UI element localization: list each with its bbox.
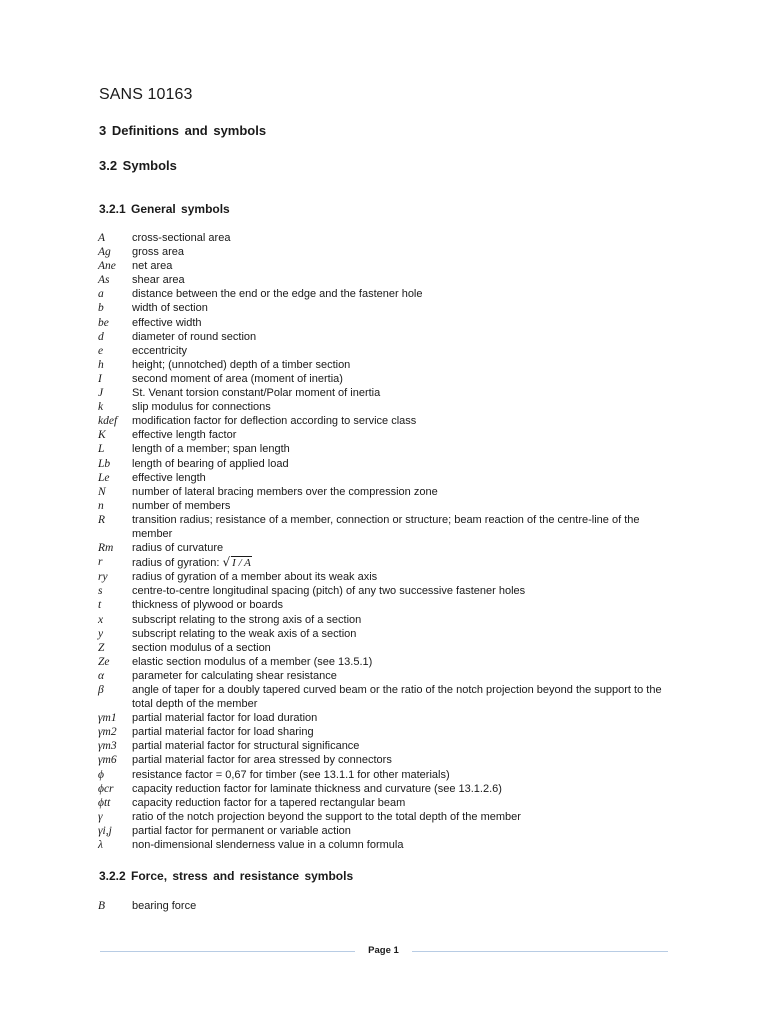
symbol-description	[132, 824, 672, 838]
symbol: k	[98, 401, 104, 414]
symbol: s	[98, 585, 103, 598]
symbol: ϕcr	[98, 782, 114, 795]
symbol-description	[132, 810, 672, 824]
symbol-description	[132, 400, 672, 414]
symbol-row	[0, 838, 768, 852]
symbol: L	[98, 443, 105, 456]
symbol-description	[132, 627, 672, 641]
symbol-row	[0, 641, 768, 655]
symbol-row	[0, 400, 768, 414]
symbol-row	[0, 782, 768, 796]
symbol-row	[0, 513, 768, 541]
symbol: γm1	[98, 712, 117, 725]
description-text: gross area	[132, 246, 184, 259]
symbol-description	[132, 259, 672, 273]
description-text: partial factor for permanent or variable action	[132, 824, 351, 837]
description-text: effective length	[132, 471, 206, 484]
description-text: length of a member; span length	[132, 443, 290, 456]
symbol-description	[132, 584, 672, 598]
symbol: λ	[98, 839, 103, 852]
description-text: subscript relating to the weak axis of a section	[132, 627, 357, 640]
symbol-row	[0, 570, 768, 584]
symbol-row	[0, 768, 768, 782]
description-text: cross-sectional area	[132, 232, 231, 244]
symbol: A	[98, 232, 106, 244]
symbol-description	[132, 386, 672, 400]
symbol-description	[132, 711, 672, 725]
symbol-description	[132, 899, 672, 913]
symbol: h	[98, 358, 104, 371]
symbol: ϕ	[98, 768, 104, 781]
description-text: height; (unnotched) depth of a timber section	[132, 358, 351, 371]
symbol-description	[132, 273, 672, 287]
description-text: number of members	[132, 499, 231, 512]
description-text: net area	[132, 260, 173, 273]
symbol: K	[98, 429, 106, 442]
symbol-row	[0, 414, 768, 428]
symbol-row	[0, 457, 768, 471]
symbol: b	[98, 302, 104, 315]
symbol-row	[0, 753, 768, 767]
symbol-row	[0, 316, 768, 330]
symbol-row	[0, 231, 768, 245]
description-text: radius of gyration of a member about its weak axis	[132, 571, 378, 584]
symbol: α	[98, 669, 105, 682]
symbol-row	[0, 287, 768, 301]
description-text: subscript relating to the strong axis of a section	[132, 613, 362, 626]
symbol-description	[132, 372, 672, 386]
symbol-description	[132, 613, 672, 627]
description-text: distance between the end or the edge and the fastener hole	[132, 288, 423, 301]
symbol-description	[132, 485, 672, 499]
symbol-row	[0, 810, 768, 824]
force-symbols-list	[0, 899, 768, 913]
symbol-description	[132, 641, 672, 655]
symbol-description	[132, 245, 672, 259]
symbol: d	[98, 330, 104, 343]
description-text: thickness of plywood or boards	[132, 599, 284, 612]
symbol-row	[0, 301, 768, 315]
description-text: radius of gyration:	[132, 557, 220, 570]
description-text: effective width	[132, 316, 202, 329]
symbol-description	[132, 316, 672, 330]
page-footer	[100, 944, 668, 958]
symbol-description	[132, 782, 672, 796]
description-text: angle of taper for a doubly tapered curved beam or the ratio of the notch projection beyond the support to the total depth of the member	[132, 684, 662, 711]
symbol: y	[98, 627, 104, 640]
symbol-description	[132, 598, 672, 612]
symbol-row	[0, 541, 768, 555]
description-text: partial material factor for area stressed by connectors	[132, 754, 392, 767]
symbol-row	[0, 259, 768, 273]
symbol-row	[0, 471, 768, 485]
symbol: e	[98, 344, 104, 357]
description-text: length of bearing of applied load	[132, 457, 289, 470]
description-text: shear area	[132, 274, 185, 287]
document-title: SANS 10163	[99, 86, 193, 103]
symbol: Le	[98, 471, 110, 484]
description-text: elastic section modulus of a member (see 13.5.1)	[132, 655, 373, 668]
description-text: non-dimensional slenderness value in a column formula	[132, 839, 404, 852]
symbol-row	[0, 485, 768, 499]
description-text: modification factor for deflection according to service class	[132, 415, 417, 428]
symbol: γm6	[98, 754, 117, 767]
symbol: N	[98, 485, 106, 498]
symbol-row	[0, 824, 768, 838]
description-text: number of lateral bracing members over the compression zone	[132, 485, 438, 498]
symbol: kdef	[98, 415, 118, 428]
description-text: eccentricity	[132, 344, 188, 357]
section-heading: 3 Definitions and symbols	[99, 123, 267, 138]
symbol-description	[132, 301, 672, 315]
square-root-sign: √	[222, 555, 231, 570]
symbol-description	[132, 513, 672, 541]
symbol-description	[132, 683, 672, 711]
description-text: effective length factor	[132, 429, 237, 442]
symbol: be	[98, 316, 109, 329]
symbol-row	[0, 655, 768, 669]
symbol: R	[98, 513, 106, 526]
symbol-row	[0, 499, 768, 513]
general-symbols-heading: 3.2.1 General symbols	[99, 202, 230, 216]
symbol: γm3	[98, 740, 117, 753]
symbol-description	[132, 442, 672, 456]
symbol-description	[132, 655, 672, 669]
symbol-description	[132, 499, 672, 513]
force-symbols-heading: 3.2.2 Force, stress and resistance symbols	[99, 869, 354, 883]
description-text: St. Venant torsion constant/Polar moment of inertia	[132, 387, 381, 400]
description-text: centre-to-centre longitudinal spacing (pitch) of any two successive fastener holes	[132, 585, 526, 598]
description-text: diameter of round section	[132, 330, 257, 343]
symbol-row	[0, 669, 768, 683]
description-text: partial material factor for load sharing	[132, 726, 314, 739]
footer-divider-left	[100, 951, 355, 952]
general-symbols-list	[0, 231, 768, 852]
symbol-description	[132, 330, 672, 344]
symbol: ϕtt	[98, 796, 111, 809]
symbol-row	[0, 598, 768, 612]
symbol-row	[0, 555, 768, 570]
symbol-row	[0, 613, 768, 627]
symbol-row	[0, 358, 768, 372]
symbol-row	[0, 330, 768, 344]
description-text: section modulus of a section	[132, 641, 271, 654]
symbol: γ	[98, 810, 103, 823]
symbol-row	[0, 442, 768, 456]
symbol: Ag	[98, 246, 111, 259]
gyration-formula: I / A	[232, 557, 251, 570]
symbol-description	[132, 457, 672, 471]
symbol-row	[0, 428, 768, 442]
description-text: radius of curvature	[132, 542, 224, 555]
description-text: slip modulus for connections	[132, 401, 271, 414]
symbol-description	[132, 414, 672, 428]
symbol-description	[132, 471, 672, 485]
description-text: resistance factor = 0,67 for timber (see 13.1.1 for other materials)	[132, 768, 450, 781]
symbol-row	[0, 725, 768, 739]
symbol-row	[0, 739, 768, 753]
symbol: Z	[98, 641, 105, 654]
description-text: width of section	[132, 302, 208, 315]
description-text: ratio of the notch projection beyond the support to the total depth of the member	[132, 810, 521, 823]
symbol: β	[98, 684, 104, 696]
symbol: I	[98, 372, 102, 385]
symbol-row	[0, 627, 768, 641]
symbol-description	[132, 287, 672, 301]
symbol: As	[98, 274, 110, 287]
symbol-description	[132, 838, 672, 852]
description-text: second moment of area (moment of inertia)	[132, 372, 343, 385]
symbol-row	[0, 796, 768, 810]
symbol-description	[132, 570, 672, 584]
page-number: Page 1	[368, 945, 399, 956]
description-text: parameter for calculating shear resistance	[132, 669, 337, 682]
symbol: t	[98, 599, 102, 612]
description-text: partial material factor for load duration	[132, 712, 318, 725]
symbol-description	[132, 344, 672, 358]
symbol-description	[132, 358, 672, 372]
description-text: partial material factor for structural significance	[132, 740, 360, 753]
description-text: capacity reduction factor for a tapered rectangular beam	[132, 796, 406, 809]
symbol: Rm	[98, 542, 114, 555]
symbol-description	[132, 739, 672, 753]
symbol-description	[132, 231, 672, 245]
symbol-description	[132, 796, 672, 810]
symbol: γm2	[98, 726, 117, 739]
symbol-row	[0, 584, 768, 598]
symbol-row	[0, 273, 768, 287]
symbol-description	[132, 555, 672, 570]
symbol-row	[0, 683, 768, 711]
symbol: a	[98, 288, 104, 301]
symbol-row	[0, 344, 768, 358]
symbol-row	[0, 245, 768, 259]
symbol: Ze	[98, 655, 110, 668]
symbol: Ane	[98, 260, 116, 273]
symbol: ry	[98, 571, 108, 584]
symbol-row	[0, 386, 768, 400]
symbol-description	[132, 669, 672, 683]
symbol: Lb	[98, 457, 111, 470]
symbol-row	[0, 372, 768, 386]
description-text: bearing force	[132, 900, 197, 912]
symbol: n	[98, 499, 104, 512]
symbol-description	[132, 753, 672, 767]
symbol: B	[98, 900, 106, 912]
symbol-row	[0, 711, 768, 725]
footer-divider-right	[412, 951, 668, 952]
symbol-description	[132, 541, 672, 555]
symbol: r	[98, 556, 103, 569]
symbol-row	[0, 899, 768, 913]
symbol-description	[132, 768, 672, 782]
symbol-description	[132, 428, 672, 442]
subsection-heading: 3.2 Symbols	[99, 158, 177, 173]
symbol: x	[98, 613, 104, 626]
symbol: J	[98, 387, 104, 400]
description-text: capacity reduction factor for laminate thickness and curvature (see 13.1.2.6)	[132, 782, 502, 795]
symbol-description	[132, 725, 672, 739]
description-text: transition radius; resistance of a member, connection or structure; beam reaction of the centre-line of the member	[132, 513, 640, 540]
symbol: γi,j	[98, 824, 112, 837]
